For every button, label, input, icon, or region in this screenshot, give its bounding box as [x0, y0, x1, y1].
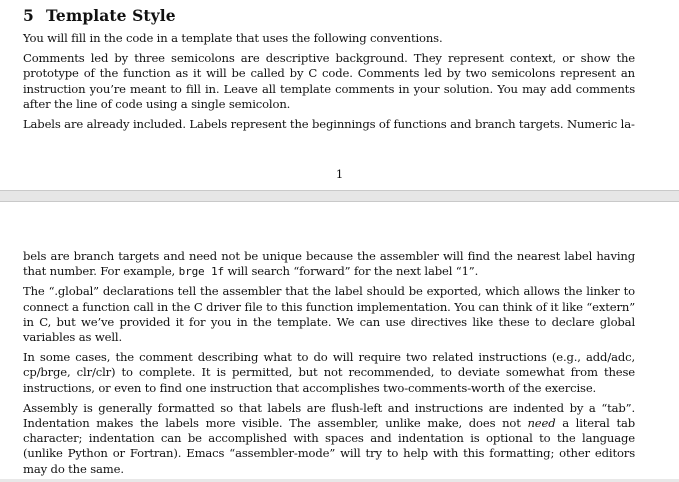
paragraph-labels-cont	[23, 249, 635, 279]
paragraph-formatting	[23, 401, 635, 477]
page-gap	[0, 191, 679, 201]
labels-text-after: will search “forward” for the next label “1”.	[223, 264, 479, 279]
labels-text-before: bels are branch targets and need not be unique because the assembler will find the nearest label having that number. For example,	[23, 249, 635, 279]
section-title: Template Style	[46, 6, 176, 25]
emphasis-need: need	[527, 416, 556, 431]
formatting-text-after: a literal tab character; indentation can be accomplished with spaces and indentation is optional to the language (unlike Python or Fortran). Emacs “assembler-mode” will try to help with this formatting; other editors may do the same.	[23, 416, 635, 476]
inline-code-brge: brge 1f	[178, 265, 224, 279]
document-page-2	[0, 201, 679, 479]
paragraph-global: The “.global” declarations tell the assembler that the label should be exported, which allows the linker to connect a function call in the C driver file to this function implementation. You can think of it like “extern” in C, but we’ve provided it for you in the template. We can use directives like these to declare global variables as well.	[23, 284, 635, 345]
page-number: 1	[335, 167, 344, 181]
page-1-content	[23, 6, 635, 137]
paragraph-labels-start: Labels are already included. Labels represent the beginnings of functions and branch targets. Numeric la-	[23, 117, 635, 132]
page-2-content	[23, 249, 635, 482]
section-heading	[23, 6, 635, 25]
paragraph-comments: Comments led by three semicolons are descriptive background. They represent context, or show the prototype of the function as it will be called by C code. Comments led by two semicolons represent an instruction you’re meant to fill in. Leave all template comments in your solution. You may add comments after the line of code using a single semicolon.	[23, 51, 635, 111]
paragraph-related-instructions: In some cases, the comment describing what to do will require two related instructions (e.g., add/adc, cp/brge, clr/clr) to complete. It is permitted, but not recommended, to deviate somewhat from these instructions, or even to find one instruction that accomplishes two-comments-worth of the exercise.	[23, 350, 635, 395]
document-page-1	[0, 0, 679, 191]
formatting-text-before: Assembly is generally formatted so that labels are flush-left and instructions are indented by a “tab”. Indentation makes the labels more visible. The assembler, unlike make, does not	[23, 400, 635, 431]
paragraph-intro: You will fill in the code in a template that uses the following conventions.	[23, 31, 443, 45]
section-number: 5	[23, 6, 34, 25]
